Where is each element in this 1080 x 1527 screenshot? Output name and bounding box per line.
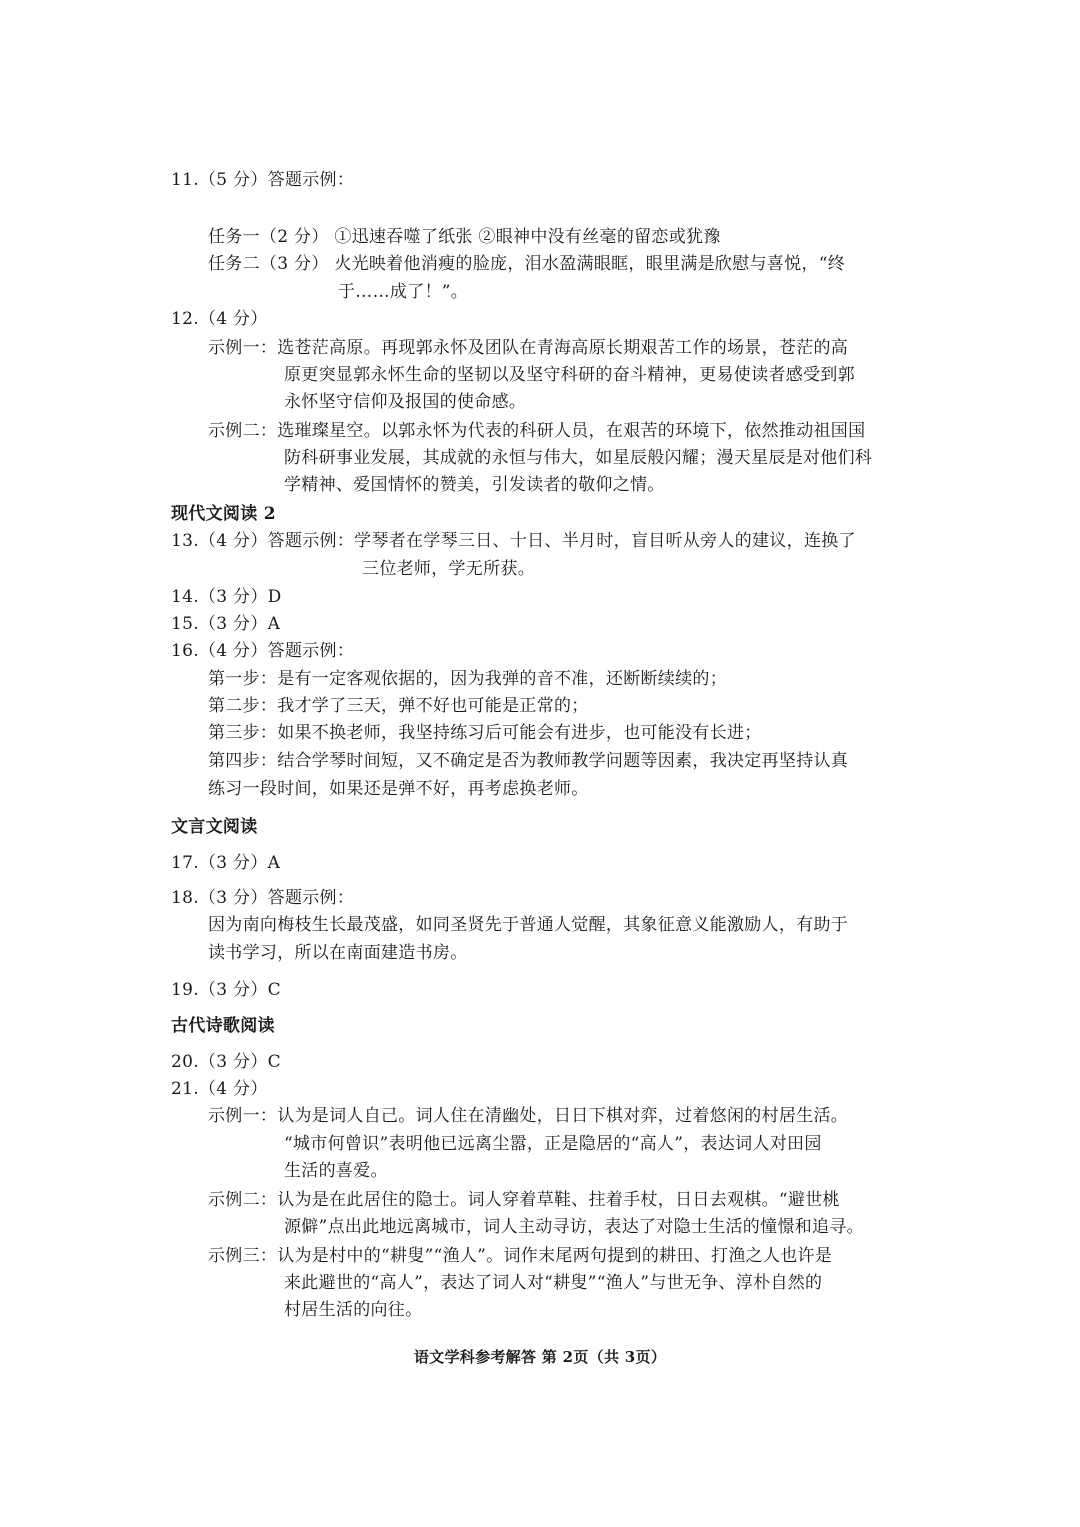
q18-line2: 读书学习，所以在南面建造书房。: [208, 943, 468, 963]
q16-step3: 第三步：如果不换老师，我坚持练习后可能会有进步，也可能没有长进；: [208, 723, 762, 743]
q11-task1: 任务一（2 分） ①迅速吞噬了纸张 ②眼神中没有丝毫的留恋或犹豫: [208, 227, 721, 247]
q15-answer: 15.（3 分）A: [171, 614, 281, 634]
q17-answer: 17.（3 分）A: [171, 853, 281, 873]
section-title-poetry-reading: 古代诗歌阅读: [171, 1016, 275, 1036]
q11-head: 11.（5 分）答题示例：: [171, 170, 355, 190]
q13-line1: 13.（4 分）答题示例：学琴者在学琴三日、十日、半月时，盲目听从旁人的建议，连换了: [171, 531, 856, 551]
q21-example1-line1: 示例一：认为是词人自己。词人住在清幽处，日日下棋对弈，过着悠闲的村居生活。: [208, 1106, 849, 1126]
q12-example1-line2: 原更突显郭永怀生命的坚韧以及坚守科研的奋斗精神，更易使读者感受到郭: [284, 365, 855, 385]
section-title-modern-reading-2: 现代文阅读 2: [171, 504, 276, 524]
q19-answer: 19.（3 分）C: [171, 980, 281, 1000]
q16-step1: 第一步：是有一定客观依据的，因为我弹的音不准，还断断续续的；: [208, 669, 727, 689]
q20-answer: 20.（3 分）C: [171, 1052, 281, 1072]
page-footer: 语文学科参考解答 第 2页（共 3页）: [413, 1348, 667, 1366]
q16-step4-line1: 第四步：结合学琴时间短，又不确定是否为教师教学问题等因素，我决定再坚持认真: [208, 751, 849, 771]
q18-head: 18.（3 分）答题示例：: [171, 888, 355, 908]
q11-task2-line2: 于……成了！”。: [338, 282, 469, 302]
q12-example2-line3: 学精神、爱国情怀的赞美，引发读者的敬仰之情。: [284, 475, 665, 495]
q14-answer: 14.（3 分）D: [171, 587, 282, 607]
q11-task2-line1: 任务二（3 分） 火光映着他消瘦的脸庞，泪水盈满眼眶，眼里满是欣慰与喜悦，“终: [208, 254, 846, 274]
q21-example3-line3: 村居生活的向往。: [284, 1300, 423, 1320]
q12-example2-line1: 示例二：选璀璨星空。以郭永怀为代表的科研人员，在艰苦的环境下，依然推动祖国国: [208, 421, 866, 441]
q12-head: 12.（4 分）: [171, 309, 268, 329]
q21-example1-line2: “城市何曾识”表明他已远离尘嚣，正是隐居的“高人”，表达词人对田园: [284, 1134, 822, 1154]
q12-example2-line2: 防科研事业发展，其成就的永恒与伟大，如星辰般闪耀；漫天星辰是对他们科: [284, 448, 873, 468]
q21-head: 21.（4 分）: [171, 1079, 268, 1099]
q21-example3-line2: 来此避世的“高人”，表达了词人对“耕叟”“渔人”与世无争、淳朴自然的: [284, 1273, 823, 1293]
q12-example1-line1: 示例一：选苍茫高原。再现郭永怀及团队在青海高原长期艰苦工作的场景，苍茫的高: [208, 338, 849, 358]
q16-step2: 第二步：我才学了三天，弹不好也可能是正常的；: [208, 696, 589, 716]
section-title-classical-reading: 文言文阅读: [171, 817, 258, 837]
q16-head: 16.（4 分）答题示例：: [171, 641, 355, 661]
q21-example3-line1: 示例三：认为是村中的“耕叟”“渔人”。词作末尾两句提到的耕田、打渔之人也许是: [208, 1246, 833, 1266]
q13-line2: 三位老师，学无所获。: [362, 559, 535, 579]
q16-step4-line2: 练习一段时间，如果还是弹不好，再考虑换老师。: [208, 779, 589, 799]
q21-example2-line2: 源僻”点出此地远离城市，词人主动寻访，表达了对隐士生活的憧憬和追寻。: [284, 1217, 864, 1237]
q12-example1-line3: 永怀坚守信仰及报国的使命感。: [284, 392, 527, 412]
q18-line1: 因为南向梅枝生长最茂盛，如同圣贤先于普通人觉醒，其象征意义能激励人，有助于: [208, 915, 849, 935]
q21-example1-line3: 生活的喜爱。: [284, 1161, 388, 1181]
q21-example2-line1: 示例二：认为是在此居住的隐士。词人穿着草鞋、拄着手杖，日日去观棋。“避世桃: [208, 1190, 840, 1210]
